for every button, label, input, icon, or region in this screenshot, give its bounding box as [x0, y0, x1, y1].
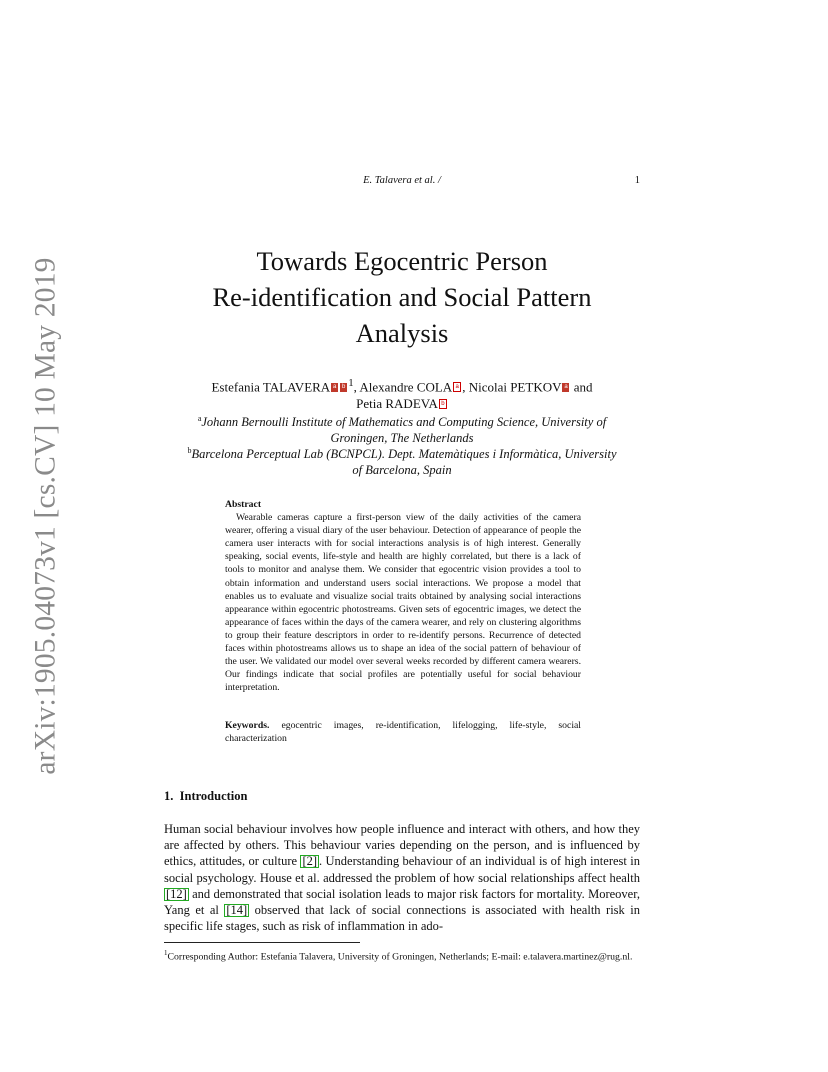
- abstract-text: Wearable cameras capture a first-person view of the daily activities of the camera wearer, offering a visual diary of the user behaviour. Detection of appearance of people the camera user interacts with for social interactions analysis is of high interest. Generally speaking, social events, life-style and health are highly correlated, but there is a lack of tools to monitor and analyse them. We consider that egocentric vision provides a tool to obtain information and understand users social interactions. We propose a model that enables us to evaluate and visualize social traits obtained by analysing social interactions appearance within egocentric photostreams. Given sets of egocentric images, we detect the appearance of faces within the days of the camera wearer, and rely on clustering algorithms to group their feature descriptors in order to re-identify persons. Recurrence of detected faces within photostreams allows us to shape an idea of the social pattern of behaviour of the user. We validated our model over several weeks recorded by different camera wearers. Our findings indicate that social profiles are potentially useful for social behaviour interpretation.: [225, 512, 581, 694]
- affiliation-b: [164, 443, 640, 478]
- section-title: Introduction: [179, 789, 248, 803]
- orcid-icon[interactable]: a: [333, 384, 337, 391]
- author-name: Petia RADEVA: [356, 396, 438, 412]
- author-name: Estefania TALAVERA: [211, 379, 331, 395]
- author-separator: and: [570, 379, 593, 395]
- title-line: Towards Egocentric Person: [256, 246, 548, 276]
- footnote-mark: 1: [164, 949, 168, 957]
- body-text: observed that lack of social connections is associated with health risk in specific life stages, such as risk of inflammation in ado-: [164, 903, 641, 934]
- footnote-mark: 1: [348, 377, 354, 389]
- keywords-text: egocentric images, re-identification, lifelogging, life-style, social characterization: [225, 720, 581, 745]
- abstract: [225, 498, 581, 694]
- footnote-text: Corresponding Author: Estefania Talavera, University of Groningen, Netherlands; E-mail: e.talavera.martinez@rug.nl.: [167, 951, 633, 963]
- running-author: E. Talavera et al. /: [363, 175, 441, 186]
- title-line: Analysis: [355, 318, 449, 348]
- affiliation-a: [164, 411, 640, 446]
- orcid-icon[interactable]: a: [564, 384, 568, 391]
- affiliation-text: of Barcelona, Spain: [352, 463, 452, 478]
- affiliation-text: Groningen, The Netherlands: [330, 431, 474, 446]
- section-heading: [164, 789, 247, 804]
- keywords: [225, 719, 581, 745]
- keywords-label: Keywords.: [225, 720, 270, 731]
- orcid-icon[interactable]: b: [439, 399, 447, 409]
- author-list: [164, 375, 640, 412]
- title-line: Re-identification and Social Pattern: [212, 282, 592, 312]
- body-paragraph: [164, 821, 640, 934]
- abstract-heading: Abstract: [225, 499, 262, 510]
- orcid-icon[interactable]: a: [453, 382, 461, 392]
- arxiv-id-text: arXiv:1905.04073v1 [cs.CV] 10 May 2019: [29, 257, 62, 775]
- body-text: Human social behaviour involves how people influence and interact with others, and how they are affected by others. This behaviour varies depending on the person, and is influenced by ethics, attitudes, or culture: [164, 822, 640, 869]
- citation-link[interactable]: [2]: [302, 854, 318, 869]
- affiliation-mark: b: [187, 446, 192, 455]
- body-text: and demonstrated that social isolation leads to major risk factors for mortality. Moreover, Yang et al: [164, 886, 640, 918]
- body-text: . Understanding behaviour of an individual is of high interest in social psychology. House et al. addressed the problem of how social relationships affect health: [164, 854, 640, 885]
- page-number: 1: [634, 175, 640, 186]
- section-number: 1.: [164, 789, 174, 803]
- orcid-icon[interactable]: b: [342, 384, 346, 391]
- affiliation-mark: a: [197, 414, 202, 423]
- citation-link[interactable]: [12]: [166, 886, 187, 901]
- paper-title: [164, 243, 640, 351]
- author-name: , Alexandre COLA: [353, 379, 453, 395]
- footnote-rule: [164, 942, 360, 943]
- affiliation-text: Barcelona Perceptual Lab (BCNPCL). Dept. Matemàtiques i Informàtica, University: [191, 447, 617, 462]
- footnote: [164, 947, 640, 963]
- author-name: , Nicolai PETKOV: [462, 379, 562, 395]
- affiliation-text: Johann Bernoulli Institute of Mathematics and Computing Science, University of: [201, 415, 607, 430]
- citation-link[interactable]: [14]: [226, 903, 248, 918]
